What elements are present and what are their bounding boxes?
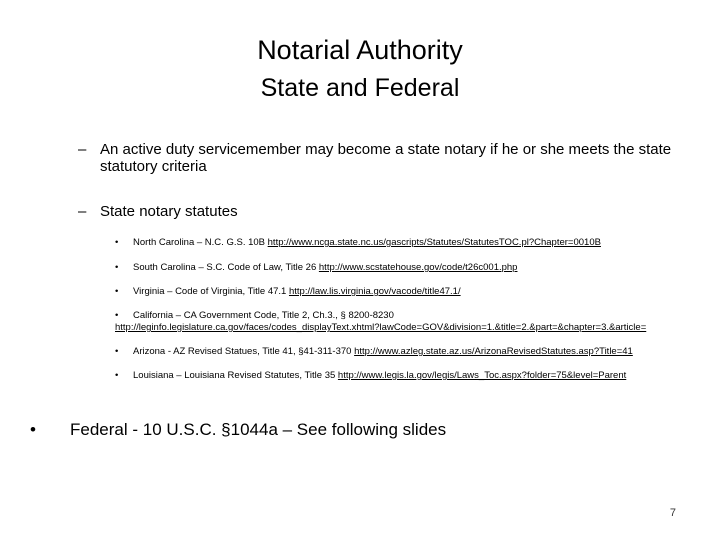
statute-label: Louisiana – Louisiana Revised Statutes, Title 35 — [133, 370, 338, 381]
statute-california — [115, 310, 715, 334]
statute-link[interactable]: http://www.legis.la.gov/legis/Laws_Toc.aspx?folder=75&level=Parent — [337, 370, 627, 381]
statute-link[interactable]: http://leginfo.legislature.ca.gov/faces/codes_displayText.xhtml?lawCode=GOV&division=1.&title=2.&part=&chapter=3.&article= — [115, 322, 647, 333]
statute-label: Arizona - AZ Revised Statues, Title 41, §41-311-370 — [133, 346, 355, 357]
point-servicemember — [78, 141, 688, 175]
point-federal — [30, 420, 446, 440]
dash-bullet: – — [78, 203, 87, 220]
statute-south-carolina — [115, 262, 705, 274]
bullet: • — [115, 262, 119, 273]
point-text: An active duty servicemember may become a state notary if he or she meets the state statutory criteria — [100, 141, 672, 175]
bullet: • — [30, 420, 36, 439]
page-number: 7 — [669, 507, 676, 519]
statute-louisiana — [115, 370, 705, 382]
bullet: • — [115, 346, 119, 357]
statute-label: South Carolina – S.C. Code of Law, Title 26 — [133, 262, 319, 273]
point-state-statutes — [78, 203, 688, 220]
bullet: • — [115, 286, 119, 297]
slide-title: Notarial Authority — [257, 35, 463, 65]
dash-bullet: – — [78, 141, 87, 158]
statute-virginia — [115, 286, 705, 298]
statute-link[interactable]: http://www.azleg.state.az.us/ArizonaRevisedStatutes.asp?Title=41 — [354, 346, 633, 357]
statute-link[interactable]: http://www.scstatehouse.gov/code/t26c001.php — [318, 262, 518, 273]
slide-subtitle: State and Federal — [260, 74, 460, 102]
statute-arizona — [115, 346, 705, 358]
statute-label: California – CA Government Code, Title 2, Ch.3., § 8200-8230 — [133, 310, 394, 321]
statute-link[interactable]: http://www.ncga.state.nc.us/gascripts/Statutes/StatutesTOC.pl?Chapter=0010B — [267, 237, 601, 248]
point-text: State notary statutes — [100, 203, 238, 220]
bullet: • — [115, 370, 119, 381]
federal-text: Federal - 10 U.S.C. §1044a – See following slides — [70, 420, 447, 439]
statute-link[interactable]: http://law.lis.virginia.gov/vacode/title47.1/ — [288, 286, 461, 297]
statute-label: Virginia – Code of Virginia, Title 47.1 — [133, 286, 289, 297]
statute-north-carolina — [115, 237, 705, 249]
bullet: • — [115, 237, 119, 248]
statute-label: North Carolina – N.C. G.S. 10B — [133, 237, 268, 248]
bullet: • — [115, 310, 119, 321]
